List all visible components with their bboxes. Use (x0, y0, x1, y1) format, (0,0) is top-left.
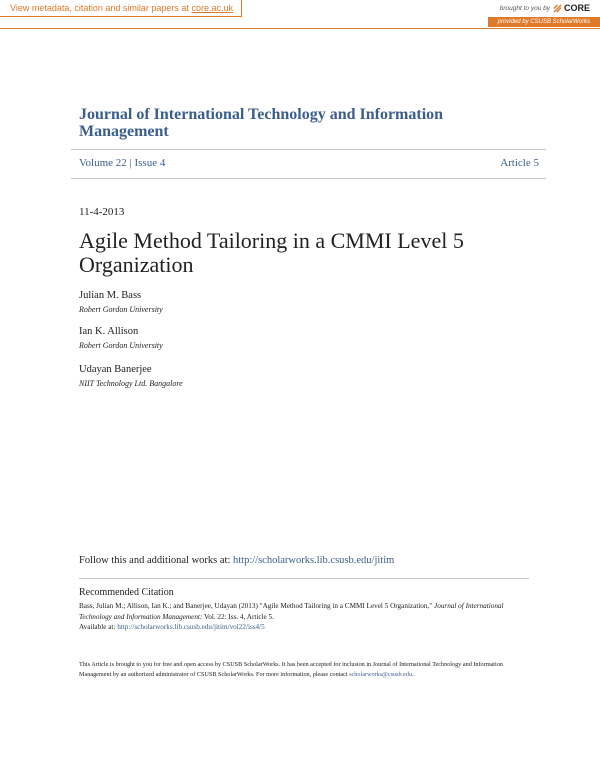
citation-url-link[interactable]: http://scholarworks.lib.csusb.edu/jitim/vol22/iss4/5 (117, 623, 265, 631)
author-affiliation: NIIT Technology Ltd. Bangalore (79, 379, 183, 388)
core-banner (0, 0, 600, 29)
author-name: Ian K. Allison (79, 326, 139, 337)
issue-link[interactable]: Issue 4 (134, 157, 166, 169)
author-name: Udayan Banerjee (79, 364, 152, 375)
core-brought-by (500, 3, 590, 13)
contact-email-link[interactable]: scholarworks@csusb.edu (349, 671, 413, 678)
provided-by-strip: provided by CSUSB ScholarWorks (488, 17, 600, 27)
notice-end: . (412, 671, 414, 678)
follow-url-link[interactable]: http://scholarworks.lib.csusb.edu/jitim (233, 555, 395, 566)
divider-citation (79, 578, 529, 579)
author-affiliation: Robert Gordon University (79, 305, 163, 314)
article-number-link[interactable]: Article 5 (500, 157, 539, 169)
volume-separator: | (129, 157, 132, 169)
core-logo-icon (553, 4, 562, 13)
publication-date: 11-4-2013 (79, 206, 125, 218)
volume-issue (79, 157, 165, 169)
core-logo-text: CORE (563, 3, 590, 13)
citation-text (79, 601, 524, 633)
author-affiliation: Robert Gordon University (79, 341, 163, 350)
core-metadata-link[interactable] (0, 0, 242, 17)
brought-by-text: brought to you by (499, 4, 550, 12)
article-title: Agile Method Tailoring in a CMMI Level 5 Organization (79, 228, 464, 277)
divider-top (71, 149, 546, 150)
available-label: Available at: (79, 623, 116, 631)
volume-link[interactable]: Volume 22 (79, 157, 127, 169)
core-metadata-text: View metadata, citation and similar papers at (10, 3, 189, 13)
author-name: Julian M. Bass (79, 290, 142, 301)
citation-volume: Vol. 22: Iss. 4, Article 5. (203, 612, 274, 621)
core-link[interactable]: core.ac.uk (191, 3, 233, 13)
divider-bottom (71, 178, 546, 179)
citation-journal: Journal of International Technology and Information Management: (79, 602, 504, 621)
core-logo[interactable] (553, 3, 590, 13)
follow-line (79, 555, 394, 566)
access-notice (79, 660, 524, 680)
recommended-citation-heading: Recommended Citation (79, 587, 174, 598)
citation-authors-title: Bass, Julian M.; Allison, Ian K.; and Banerjee, Udayan (2013) "Agile Method Tailoring in a CMMI Level 5 Organization," (79, 602, 433, 610)
follow-label: Follow this and additional works at: (79, 555, 231, 566)
volume-line (79, 157, 539, 169)
notice-text: This Article is brought to you for free and open access by CSUSB ScholarWorks. It has been accepted for inclusion in Journal of International Technology and Information Management by an authorized administrator of CSUSB ScholarWorks. For more information, please contact (79, 661, 503, 678)
journal-title[interactable]: Journal of International Technology and Information Management (79, 106, 444, 140)
